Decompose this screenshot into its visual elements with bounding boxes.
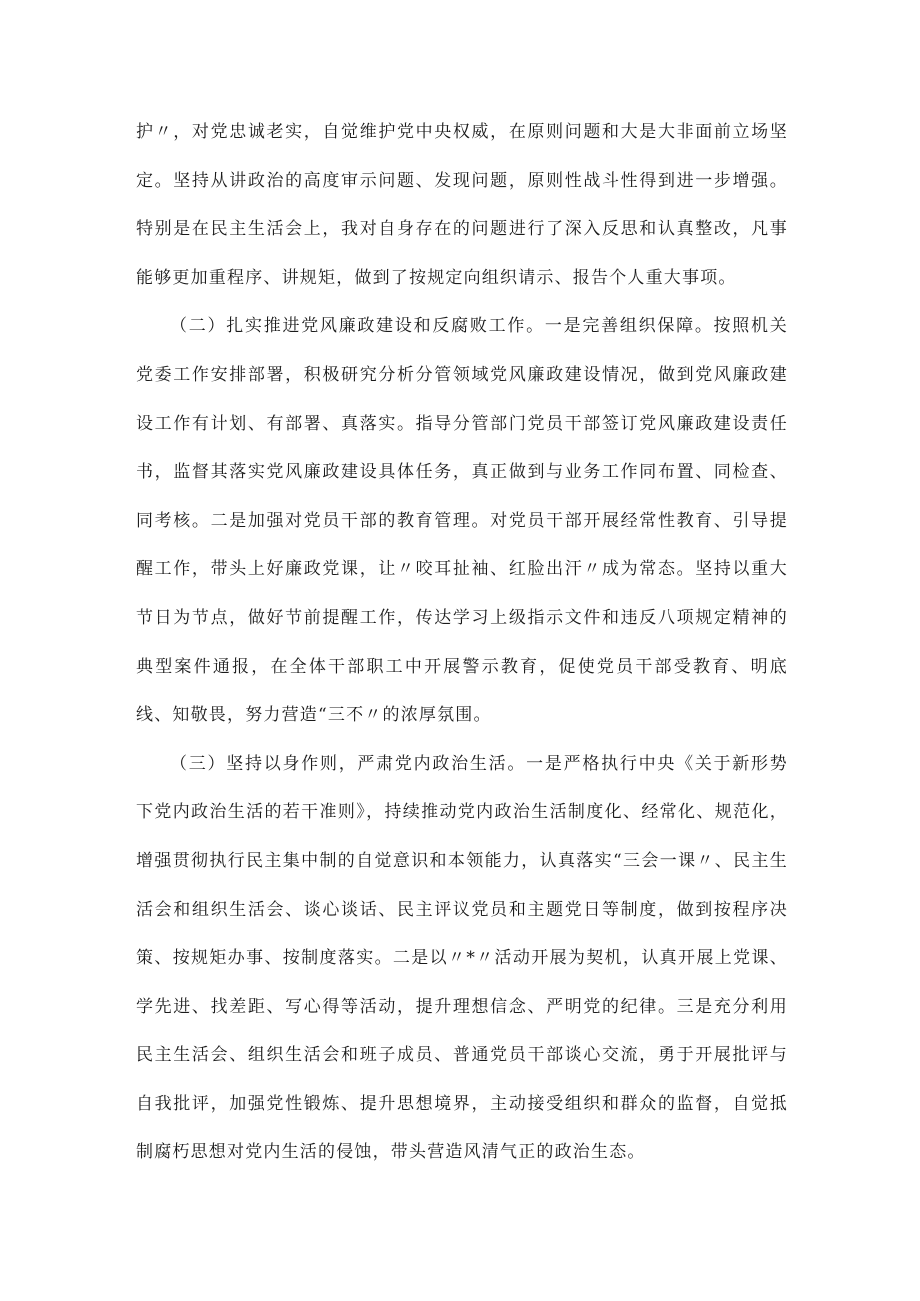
paragraph-section-two: （二）扎实推进党风廉政建设和反腐败工作。一是完善组织保障。按照机关党委工作安排部署，积极研究分析分管领域党风廉政建设情况，做到党风廉政建设工作有计划、有部署、真落实。指导分管部门党员干部签订党风廉政建设责任书，监督其落实党风廉政建设具体任务，真正做到与业务工作同布置、同检查、同考核。二是加强对党员干部的教育管理。对党员干部开展经常性教育、引导提醒工作，带头上好廉政党课，让〃咬耳扯袖、红脸出汗〃成为常态。坚持以重大节日为节点，做好节前提醒工作，传达学习上级指示文件和违反八项规定精神的典型案件通报，在全体干部职工中开展警示教育，促使党员干部受教育、明底线、知敬畏，努力营造“三不〃的浓厚氛围。 (136, 316, 788, 726)
paragraph-continuation: 护〃，对党忠诚老实，自觉维护党中央权威，在原则问题和大是大非面前立场坚定。坚持从讲政治的高度审示问题、发现问题，原则性战斗性得到进一步增强。特别是在民主生活会上，我对自身存在的问题进行了深入反思和认真整改，凡事能够更加重程序、讲规矩，做到了按规定向组织请示、报告个人重大事项。 (136, 122, 788, 288)
document-body (136, 108, 788, 1177)
paragraph-section-three: （三）坚持以身作则，严肃党内政治生活。一是严格执行中央《关于新形势下党内政治生活的若干准则》，持续推动党内政治生活制度化、经常化、规范化，增强贯彻执行民主集中制的自觉意识和本领能力，认真落实“三会一课〃、民主生活会和组织生活会、谈心谈话、民主评议党员和主题党日等制度，做到按程序决策、按规矩办事、按制度落实。二是以〃*〃活动开展为契机，认真开展上党课、学先进、找差距、写心得等活动，提升理想信念、严明党的纪律。三是充分利用民主生活会、组织生活会和班子成员、普通党员干部谈心交流，勇于开展批评与自我批评，加强党性锻炼、提升思想境界，主动接受组织和群众的监督，自觉抵制腐朽思想对党内生活的侵蚀，带头营造风清气正的政治生态。 (136, 753, 788, 1163)
